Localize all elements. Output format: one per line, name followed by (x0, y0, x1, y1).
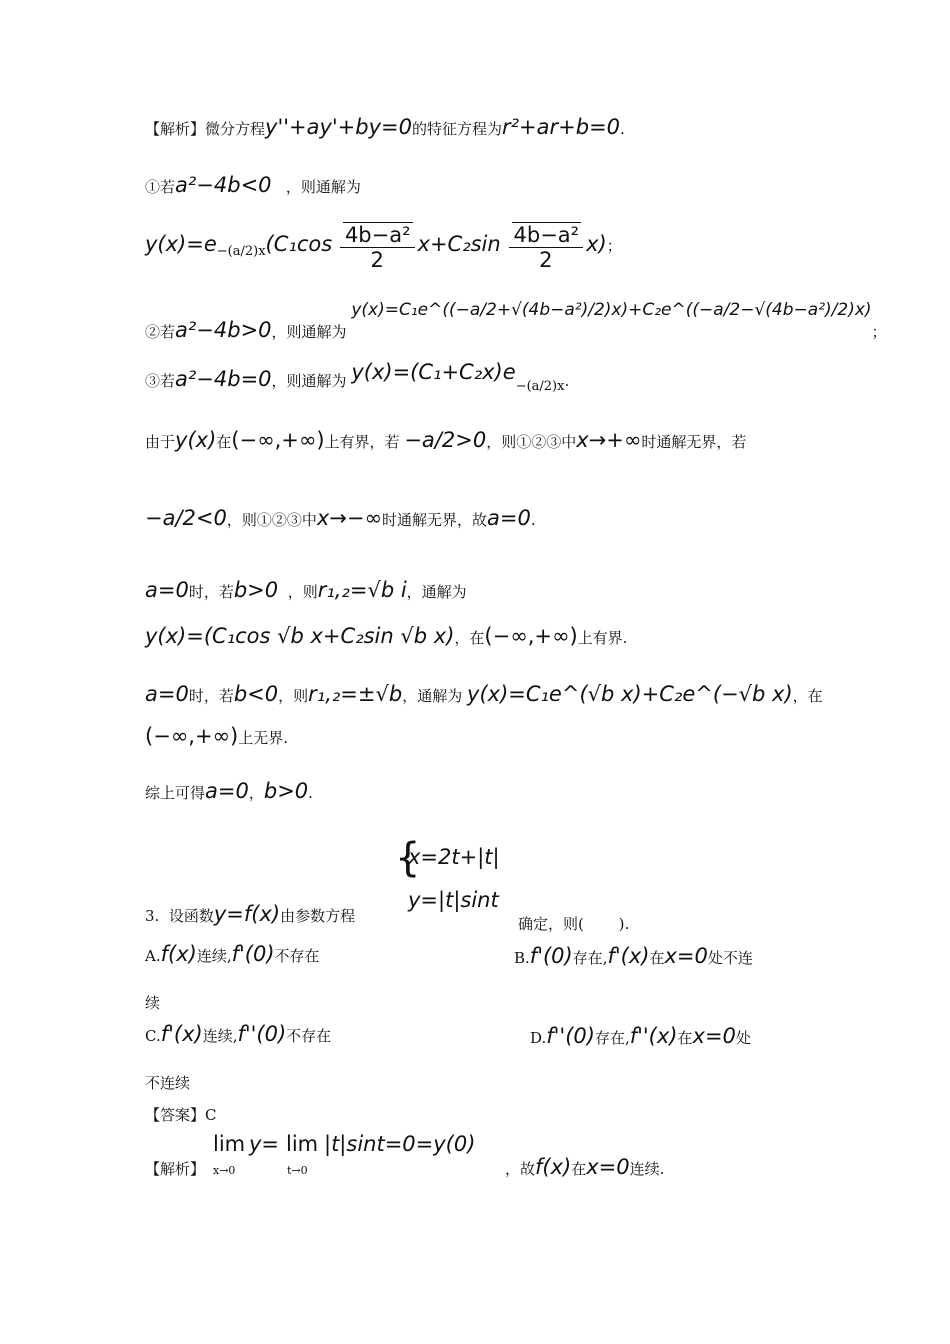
b-negative-line-1: a=0时，若b<0，则r₁,₂=±√b，通解为 y(x)=C₁e^(√b x)+C₂e^(−√b x)，在 (145, 682, 823, 706)
limit-expression: |t|sint=0=y(0) (324, 1132, 476, 1156)
bounded-line-2: −a/2<0，则①②③中x→−∞时通解无界，故a=0. (145, 506, 536, 530)
case-2: ②若a²−4b>0，则通解为 y(x)=C₁e^((−a/2+√(4b−a²)/2)x)+C₂e^((−a/2−√(4b−a²)/2)x)； (145, 300, 887, 342)
case-1-solution: y(x)=e−(a/2)x(C₁cos $\frac{\text{4b−a²}}{2}$ x+C₂sin $\frac{\text{4b−a²}}{2}$ x)； (145, 223, 622, 273)
question-3-tail: 确定，则( ). (518, 915, 630, 933)
case-1-condition: ①若a²−4b<0 ，则通解为 (145, 173, 361, 197)
analysis-2-label: 【解析】 (145, 1160, 206, 1178)
param-eq-2: y=|t|sint (408, 888, 499, 912)
option-a: A.f(x)连续,f'(0)不存在 (145, 942, 320, 966)
answer-value: C (205, 1106, 217, 1124)
b-negative-line-2: (−∞,+∞)上无界. (145, 724, 289, 748)
question-3: 3. 设函数y=f(x)由参数方程 (145, 902, 356, 926)
system-brace: { (395, 835, 421, 881)
option-d-wrap: 不连续 (145, 1074, 191, 1092)
option-b-wrap: 续 (145, 994, 161, 1012)
option-c: C.f'(x)连续,f''(0)不存在 (145, 1022, 332, 1046)
bounded-line-1: 由于y(x)在(−∞,+∞)上有界，若 −a/2>0，则①②③中x→+∞时通解无界，若 (145, 428, 747, 452)
analysis-2-conclusion: ，故f(x)在x=0连续. (505, 1155, 665, 1179)
question-number: 3. (145, 907, 160, 925)
summary-line: 综上可得a=0，b>0. (145, 779, 313, 803)
case-2-solution: y(x)=C₁e^((−a/2+√(4b−a²)/2)x)+C₂e^((−a/2−√(4b−a²)/2)x) (351, 300, 872, 320)
analysis-label: 【解析】 (145, 120, 206, 138)
case-3: ③若a²−4b=0，则通解为 y(x)=(C₁+C₂x)e−(a/2)x. (145, 360, 570, 394)
option-b: B.f'(0)存在,f'(x)在x=0处不连 (514, 944, 753, 968)
ode-equation: y''+ay'+by=0 (265, 115, 412, 139)
limit-2: lim (286, 1132, 319, 1156)
characteristic-equation: r²+ar+b=0 (502, 115, 621, 139)
answer-line: 【答案】C (145, 1106, 217, 1124)
option-d: D.f''(0)存在,f''(x)在x=0处 (530, 1024, 751, 1048)
analysis-line-1: 【解析】微分方程y''+ay'+by=0的特征方程为r²+ar+b=0. (145, 115, 625, 139)
b-positive-line-1: a=0时，若b>0 ，则r₁,₂=√b i，通解为 (145, 578, 467, 602)
limit-1: lim (213, 1132, 246, 1156)
param-eq-1: x=2t+|t| (408, 845, 500, 869)
b-positive-line-2: y(x)=(C₁cos √b x+C₂sin √b x)，在(−∞,+∞)上有界. (145, 624, 628, 648)
